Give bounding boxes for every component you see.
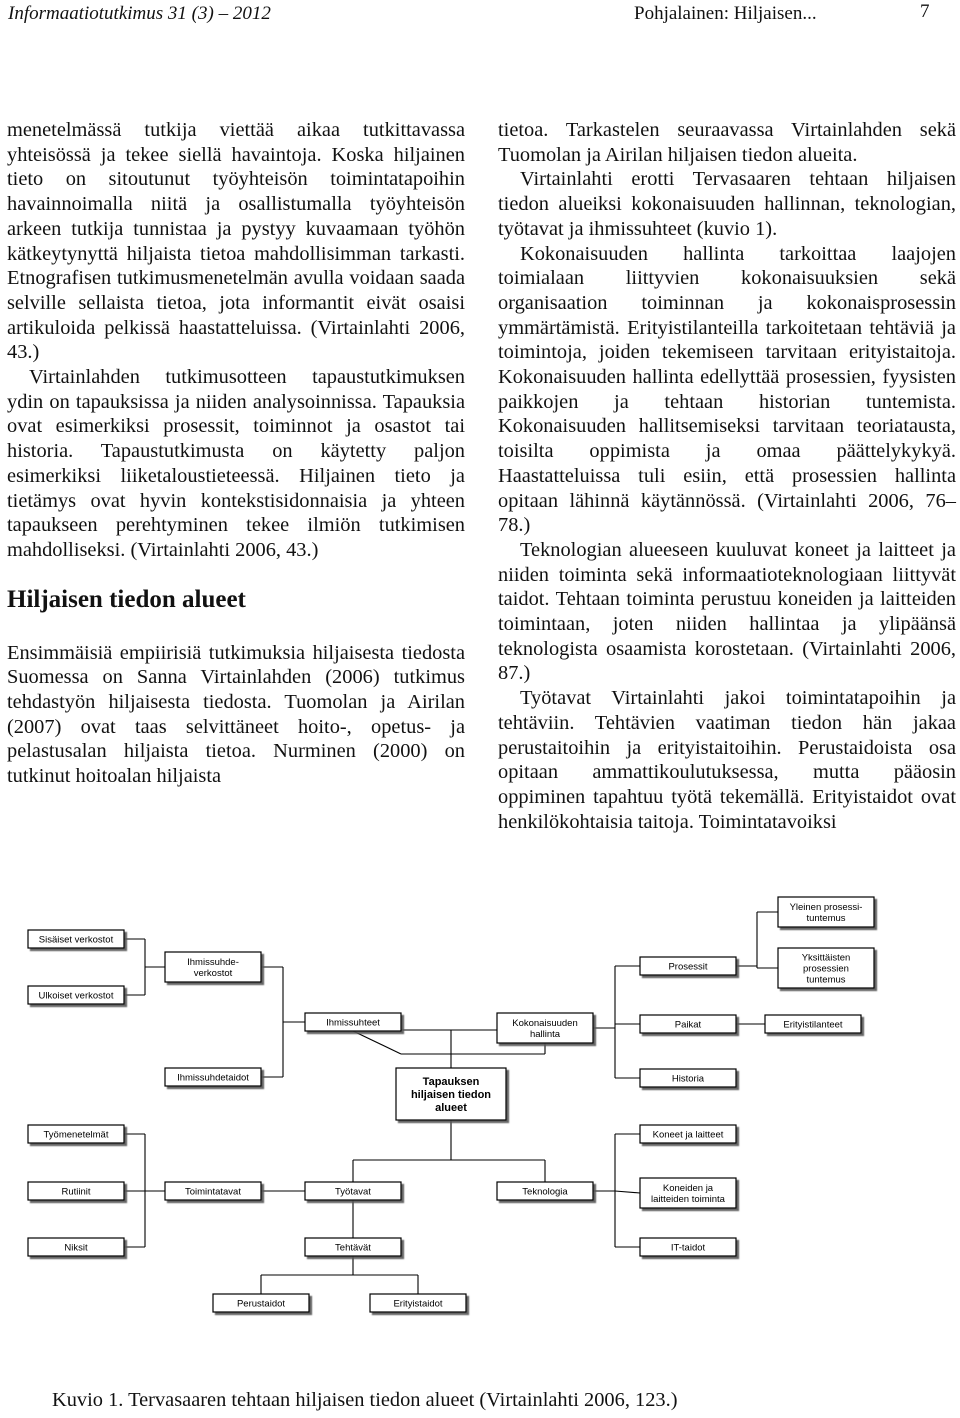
right-column xyxy=(498,118,956,834)
diagram-connector xyxy=(353,1031,401,1054)
diagram-node-niksit xyxy=(28,1238,124,1256)
diagram-node-label: Erityistaidot xyxy=(393,1298,443,1310)
diagram-node-label: Ihmissuhde- xyxy=(187,957,239,968)
diagram-node-label: tuntemus xyxy=(806,974,846,986)
diagram-node-label: Paikat xyxy=(674,1019,702,1031)
diagram-node-label: Historia xyxy=(671,1073,705,1085)
diagram-node-label: Toimintatavat xyxy=(185,1186,241,1198)
journal-citation: Informaatiotutkimus 31 (3) – 2012 xyxy=(8,3,271,24)
diagram-node-label: Yleinen prosessi- xyxy=(789,902,863,913)
diagram-node-label: Sisäiset verkostot xyxy=(38,934,114,946)
diagram-node-ihmissuhdetaidot xyxy=(165,1068,261,1086)
diagram-node-koneiden xyxy=(640,1178,736,1208)
diagram-connector xyxy=(615,1191,640,1193)
diagram-node-label: Koneiden ja xyxy=(662,1183,714,1194)
diagram-node-yksittaisten xyxy=(778,948,874,988)
diagram-node-ittaidot xyxy=(640,1238,736,1256)
paragraph: Virtainlahden tutkimusotteen tapaustutkimuksen ydin on tapauksissa ja niiden analysoinnissa. Tapauksia ovat esimerkiksi prosessit, toiminnot ja osastot tai historia. Tapaustutkimusta on käytetty paljon esimerkiksi liiketaloustieteessä. Hiljainen tieto ja tietämys ovat hyvin kontekstisidonnaisia ja yhteen tapaukseen perehtyminen tekee ilmiön tutkimisen mahdolliseksi. (Virtainlahti 2006, 43.) xyxy=(7,366,465,561)
diagram-node-label: hallinta xyxy=(529,1029,561,1040)
page-number: 7 xyxy=(920,1,930,22)
diagram-node-perustaidot xyxy=(213,1294,309,1312)
diagram-node-ihmissuhdeverkostot xyxy=(165,952,261,982)
diagram-node-label: Prosessit xyxy=(668,961,708,973)
paragraph: Virtainlahti erotti Tervasaaren tehtaan hiljaisen tiedon alueiksi kokonaisuuden hallinnan, teknologian, työtavat ja ihmissuhteet (kuvio 1). xyxy=(498,168,956,240)
figure-caption: Kuvio 1. Tervasaaren tehtaan hiljaisen tiedon alueet (Virtainlahti 2006, 123.) xyxy=(52,1389,678,1411)
diagram-node-label: Rutiinit xyxy=(61,1186,91,1198)
diagram-node-label: Tehtävät xyxy=(335,1242,371,1254)
paragraph: Ensimmäisiä empiirisiä tutkimuksia hiljaisesta tiedosta Suomessa on Sanna Virtainlahden (2006) tutkimus tehdastyön hiljaisesta tiedosta. Tuomolan ja Airilan (2007) ovat taas selvittäneet hoito-, opetus- ja pelastusalan hiljaista tietoa. Nurminen (2000) on tutkinut hoitoalan hiljaista xyxy=(7,641,465,788)
diagram-node-label: Ulkoiset verkostot xyxy=(38,990,114,1002)
diagram-node-label: prosessien xyxy=(803,963,849,975)
diagram-node-kokonaisuuden xyxy=(497,1013,593,1043)
diagram-nodes xyxy=(28,897,874,1312)
diagram-node-label: Tapauksen xyxy=(422,1076,480,1088)
diagram-node-label: verkostot xyxy=(193,968,233,979)
diagram-node-label: IT-taidot xyxy=(670,1242,706,1254)
diagram-node-paikat xyxy=(640,1015,736,1033)
diagram-node-label: Työtavat xyxy=(335,1186,371,1198)
diagram-node-label: Kokonaisuuden xyxy=(512,1018,578,1029)
diagram-node-tyotavat xyxy=(305,1182,401,1200)
paragraph: tietoa. Tarkastelen seuraavassa Virtainlahden sekä Tuomolan ja Airilan hiljaisen tiedon alueita. xyxy=(498,119,956,166)
diagram-node-label: hiljaisen tiedon xyxy=(410,1089,492,1101)
diagram-node-label: laitteiden toiminta xyxy=(651,1194,725,1205)
diagram-node-label: Perustaidot xyxy=(236,1298,286,1310)
diagram-node-label: Teknologia xyxy=(522,1186,568,1198)
diagram-node-label: Erityistilanteet xyxy=(783,1019,843,1031)
diagram-node-erityistaidot xyxy=(370,1294,466,1312)
left-column xyxy=(7,118,465,789)
diagram-node-erityistilanteet xyxy=(765,1015,861,1033)
diagram-node-label: Ihmissuhteet xyxy=(326,1017,380,1029)
diagram-node-label: Yksittäisten xyxy=(801,952,851,964)
diagram-svg xyxy=(0,880,960,1370)
diagram-node-toimintatavat xyxy=(165,1182,261,1200)
paragraph: Työtavat Virtainlahti jakoi toimintatapoihin ja tehtäviin. Tehtävien vaatiman tiedon hän jakaa perustaitoihin ja erityistaitoihin. Perustaidoista osa opitaan ammattikoulutuksessa, mutta pääosin oppiminen tapahtuu työtä tekemällä. Erityistaidot ovat henkilökohtaisia taitoja. Toimintatavoiksi xyxy=(498,687,956,833)
diagram-node-yleinen xyxy=(778,897,874,927)
diagram-node-label: Niksit xyxy=(64,1242,88,1254)
diagram-node-ihmissuhteet xyxy=(305,1013,401,1031)
section-heading: Hiljaisen tiedon alueet xyxy=(7,585,246,613)
page-header xyxy=(0,0,960,30)
diagram-node-sisaiset xyxy=(28,930,124,948)
diagram-node-tyomenetelmat xyxy=(28,1125,124,1143)
diagram-node-prosessit xyxy=(640,957,736,975)
diagram-node-label: tuntemus xyxy=(806,913,846,924)
running-title: Pohjalainen: Hiljaisen... xyxy=(634,3,817,24)
paragraph: Kokonaisuuden hallinta tarkoittaa laajojen toimialaan liittyvien kokonaisuuksien sekä organisaation toiminnan ja kokonaisprosessin ymmärtämistä. Erityistilanteilla tarkoitetaan tehtäviä ja toimintoja, joiden tekemiseen tarvitaan erityistaitoja. Kokonaisuuden hallinta edellyttää prosessien, fyysisten paikkojen ja tehtaan historian tuntemista. Kokonaisuuden hallitsemiseksi tarvitaan teoriatausta, toisilta oppimista ja omaa päättelykykyä. Haastatteluissa tuli esiin, että prosessien hallinta opitaan lähinnä käytännössä. (Virtainlahti 2006, 76–78.) xyxy=(498,242,956,537)
diagram-node-koneet xyxy=(640,1125,736,1143)
diagram-node-teknologia xyxy=(497,1182,593,1200)
diagram-node-label: Ihmissuhdetaidot xyxy=(177,1072,249,1084)
diagram-node-label: alueet xyxy=(435,1102,467,1114)
diagram-node-tehtavat xyxy=(305,1238,401,1256)
diagram-node-label: Koneet ja laitteet xyxy=(652,1129,724,1141)
diagram-node-ulkoiset xyxy=(28,986,124,1004)
diagram-node-rutiinit xyxy=(28,1182,124,1200)
diagram-node-label: Työmenetelmät xyxy=(43,1129,109,1141)
diagram-node-historia xyxy=(640,1069,736,1087)
diagram-node-center xyxy=(396,1068,506,1120)
paragraph: menetelmässä tutkija viettää aikaa tutkittavassa yhteisössä ja tekee siellä havaintoja. Koska hiljainen tieto on sitoutunut työyhteisön toimintatapoihin havainnoimalla niitä ja osallistumalla työyhteisön arkeen tutkija tunnistaa ja pystyy kuvaamaan työhön kätkeytynyttä hiljaista tietoa mahdollisimman tarkasti. Etnografisen tutkimusmenetelmän avulla voidaan saada selville sellaista tietoa, jota informantit eivät osaisi artikuloida pelkissä haastatteluissa. (Virtainlahti 2006, 43.) xyxy=(7,119,465,364)
paragraph: Teknologian alueeseen kuuluvat koneet ja laitteet ja niiden toiminta sekä informaatioteknologiaan liittyvät taidot. Tehtaan toiminta perustuu koneiden ja laitteiden toimintaan, joten niiden hallintaa ja ylipäänsä teknologista osaamista korostetaan. (Virtainlahti 2006, 87.) xyxy=(498,538,956,685)
figure-diagram xyxy=(0,880,960,1370)
